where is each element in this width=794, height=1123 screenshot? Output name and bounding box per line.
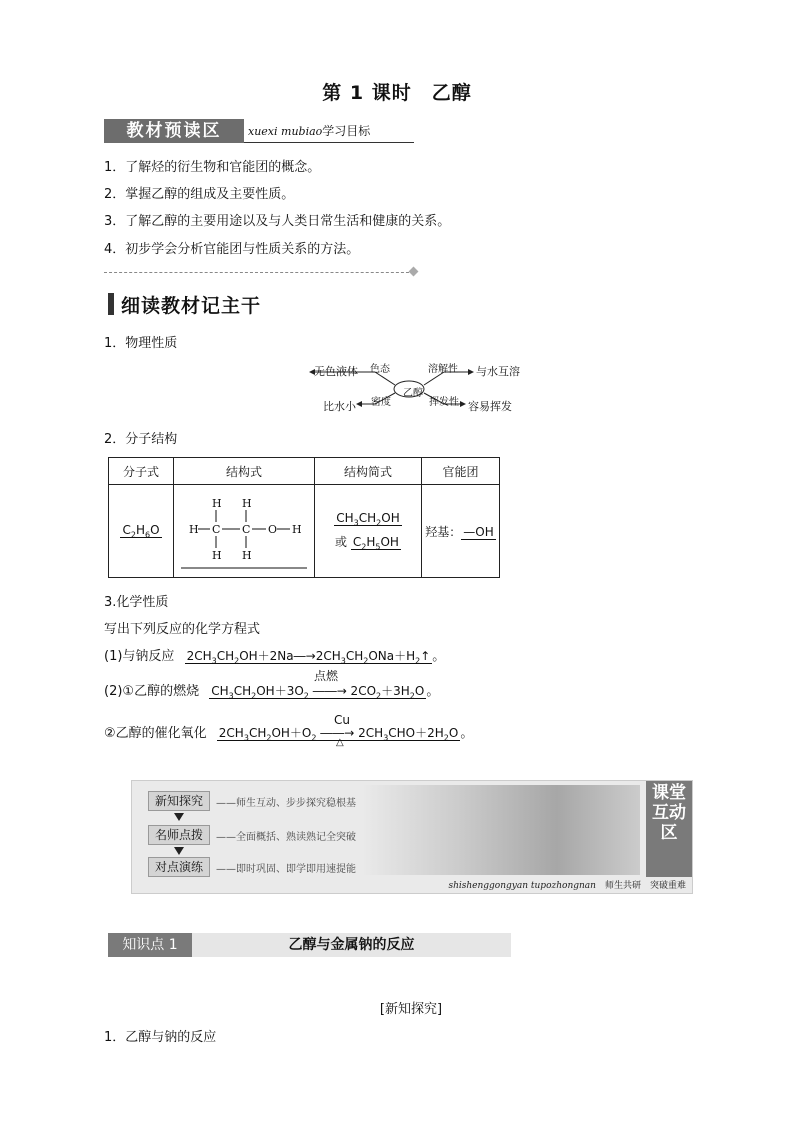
simple-formula-or: 或 xyxy=(335,535,348,549)
svg-text:H: H xyxy=(242,549,252,562)
goal-item: 1．了解烃的衍生物和官能团的概念。 xyxy=(104,160,321,175)
goal-item: 4．初步学会分析官能团与性质关系的方法。 xyxy=(104,242,360,257)
table-header: 官能团 xyxy=(422,458,500,485)
flow-step-text: ——师生互动、步步探究稳根基 xyxy=(216,798,356,809)
simple-formula-1: $CH_3CH_2OH$ xyxy=(336,510,400,527)
simple-formula-2: $C_2H_5OH$ xyxy=(352,535,399,552)
banner-subtitle-text: 学习目标 xyxy=(322,124,371,138)
equation-1-label: (1)与钠反应 xyxy=(104,649,175,664)
structural-formula-cell xyxy=(174,485,315,578)
svg-text:O: O xyxy=(268,523,278,536)
equation-1-text: $2CH_3CH_2OH+2Na―\to 2CH_3CH_2ONa+H_2↑$ xyxy=(186,649,431,666)
table-header: 结构简式 xyxy=(315,458,422,485)
molecule-structure-table xyxy=(108,457,500,578)
chem-heading: 3.化学性质 xyxy=(104,595,169,610)
svg-text:H: H xyxy=(189,523,199,536)
solubility-value: 与水互溶 xyxy=(476,365,520,378)
svg-text:C: C xyxy=(242,523,251,536)
svg-text:H: H xyxy=(212,497,222,510)
color-value: 无色液体 xyxy=(314,365,358,378)
banner-pinyin: xuexi mubiao xyxy=(248,125,323,138)
section-bar xyxy=(108,293,114,315)
equation-2-condition: 点燃 xyxy=(314,669,339,683)
volatility-value: 容易挥发 xyxy=(468,400,512,413)
flow-step-text: ——全面概括、熟读熟记全突破 xyxy=(216,832,356,843)
table-header: 分子式 xyxy=(109,458,174,485)
flow-step-text: ——即时巩固、即学即用速提能 xyxy=(216,864,356,875)
svg-text:C: C xyxy=(212,523,221,536)
flow-step-box: 对点演练 xyxy=(148,857,210,877)
explore-text: [新知探究] xyxy=(379,1002,443,1017)
structure-heading: 2．分子结构 xyxy=(104,432,178,447)
classroom-photo xyxy=(362,785,640,875)
map-center: 乙醇 xyxy=(403,388,423,399)
goal-item: 2．掌握乙醇的组成及主要性质。 xyxy=(104,187,295,202)
period: 。 xyxy=(426,684,440,699)
arrow-down-icon xyxy=(174,847,184,855)
arrow-down-icon xyxy=(174,813,184,821)
classroom-footer xyxy=(448,878,686,891)
color-label: 色态 xyxy=(370,364,390,375)
equation-2 xyxy=(104,680,439,700)
banner-underline xyxy=(244,142,414,143)
equation-2-label: (2)①乙醇的燃烧 xyxy=(104,684,200,699)
knowledge-point-title: 乙醇与金属钠的反应 xyxy=(288,937,415,953)
equation-3 xyxy=(104,722,473,742)
equation-3-catalyst: Cu xyxy=(334,713,350,727)
goal-item: 3．了解乙醇的主要用途以及与人类日常生活和健康的关系。 xyxy=(104,214,451,229)
knowledge-point-bar xyxy=(108,933,511,957)
equation-3-label: ②乙醇的催化氧化 xyxy=(104,726,207,741)
flow-step-box: 新知探究 xyxy=(148,791,210,811)
classroom-panel xyxy=(131,780,693,894)
functional-group-cell xyxy=(422,485,500,578)
classroom-footer-text: 师生共研 突破重难 xyxy=(604,881,686,891)
equation-2-text: $CH_3CH_2OH+3O_2$ ――→ $2CO_2+3H_2O$ xyxy=(211,684,425,701)
period: 。 xyxy=(460,726,474,741)
simple-formula-cell xyxy=(315,485,422,578)
functional-group-value: —OH xyxy=(463,524,494,539)
molecular-formula: $C_2H_6O$ xyxy=(122,522,160,540)
divider-diamond xyxy=(409,267,419,277)
classroom-footer-pinyin: shishenggongyan tupozhongnan xyxy=(448,881,596,891)
banner-subtitle xyxy=(248,122,370,139)
page-title: 第 1 课时 乙醇 xyxy=(322,82,472,104)
density-label: 密度 xyxy=(371,397,391,408)
reaction-item: 1．乙醇与钠的反应 xyxy=(104,1030,217,1045)
svg-text:H: H xyxy=(212,549,222,562)
dashed-divider xyxy=(104,272,414,273)
solubility-label: 溶解性 xyxy=(428,364,458,375)
density-value: 比水小 xyxy=(323,400,356,413)
equation-1 xyxy=(104,645,445,665)
preview-banner: 教材预读区 xyxy=(104,119,244,143)
table-header: 结构式 xyxy=(174,458,315,485)
formula-cell xyxy=(109,485,174,578)
equation-3-heat: △ xyxy=(336,737,344,748)
flow-step-box: 名师点拨 xyxy=(148,825,210,845)
volatility-label: 挥发性 xyxy=(429,397,459,408)
chem-intro: 写出下列反应的化学方程式 xyxy=(104,622,261,637)
classroom-side-title: 课堂互动区 xyxy=(646,781,692,877)
equation-3-text: $2CH_3CH_2OH+O_2$ ――→ $2CH_3CHO+2H_2O$ xyxy=(218,726,459,743)
svg-text:H: H xyxy=(292,523,302,536)
section-title: 细读教材记主干 xyxy=(121,295,262,317)
functional-group-label: 羟基： xyxy=(425,524,462,539)
svg-text:H: H xyxy=(242,497,252,510)
explore-label xyxy=(0,998,794,1017)
structural-formula xyxy=(179,491,309,571)
knowledge-point-tag: 知识点 1 xyxy=(108,933,192,957)
period: 。 xyxy=(432,649,446,664)
physical-heading: 1．物理性质 xyxy=(104,336,178,351)
